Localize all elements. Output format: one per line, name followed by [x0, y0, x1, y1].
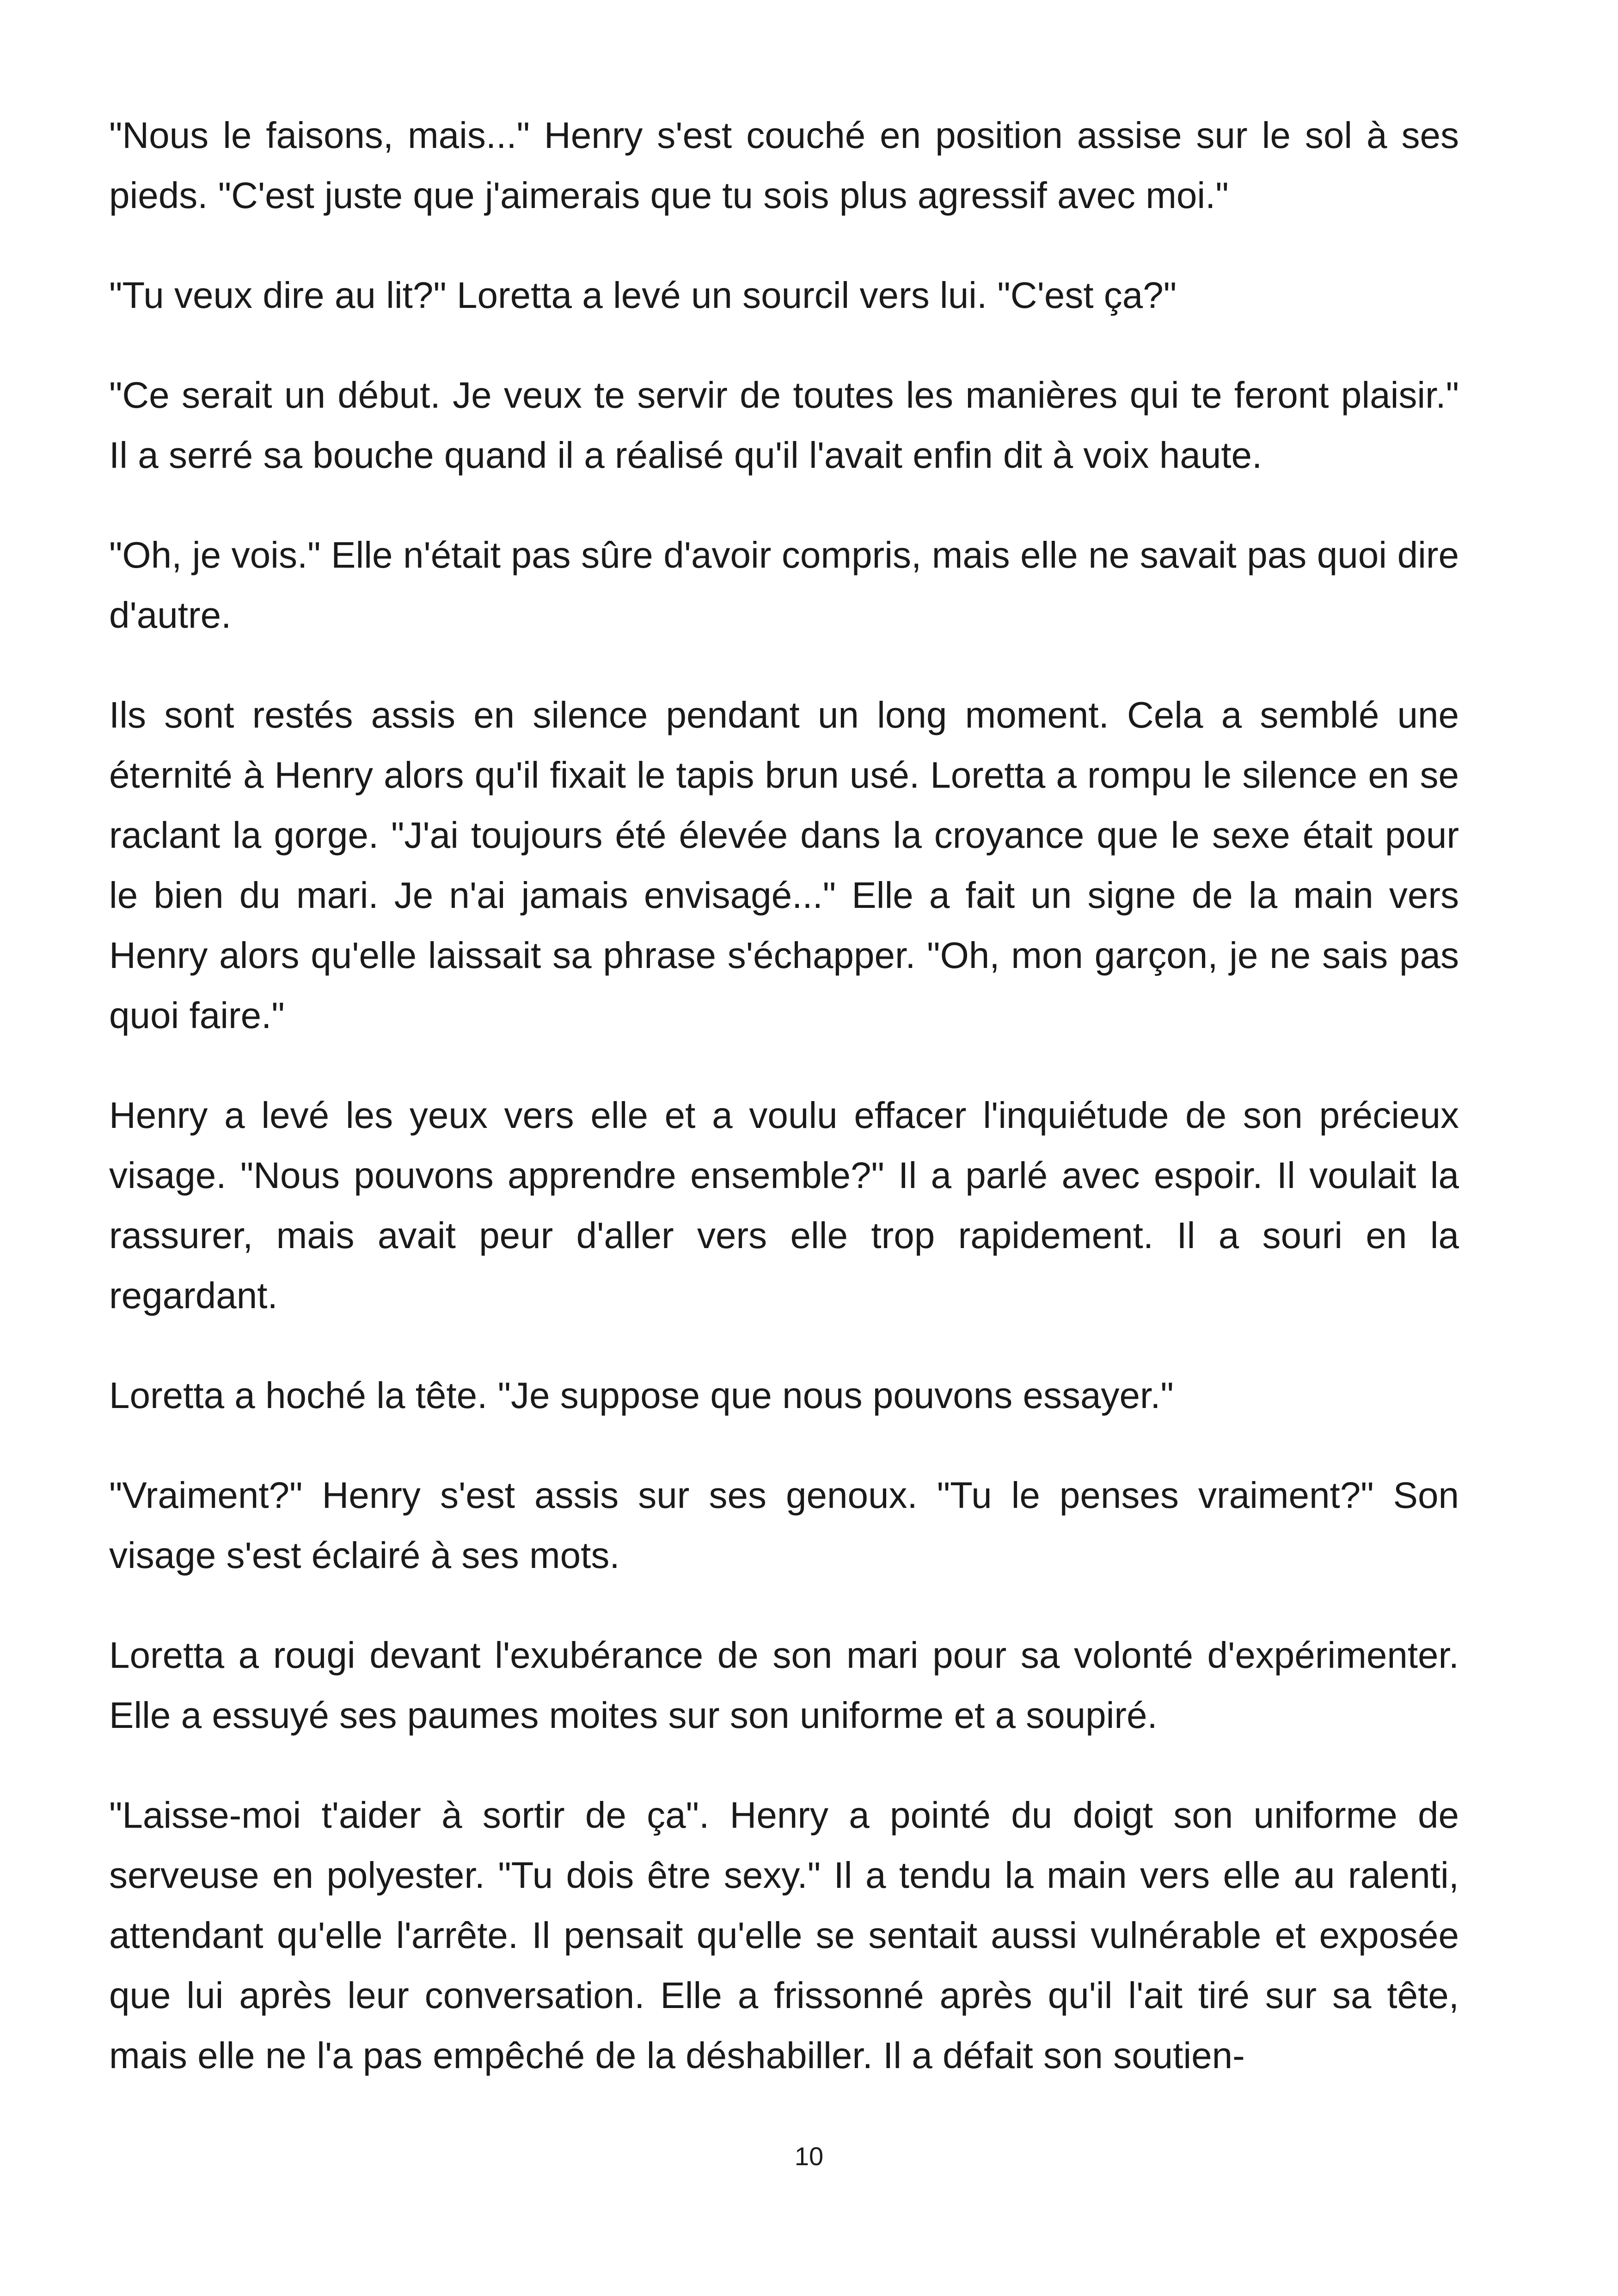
paragraph-3: "Ce serait un début. Je veux te servir de toutes les manières qui te feront plaisir." Il a serré sa bouche quand il a réalisé qu'il l'avait enfin dit à voix haute.	[109, 374, 1459, 476]
paragraph-4: "Oh, je vois." Elle n'était pas sûre d'avoir compris, mais elle ne savait pas quoi dire d'autre.	[109, 534, 1459, 636]
paragraph-6: Henry a levé les yeux vers elle et a voulu effacer l'inquiétude de son précieux visage. "Nous pouvons apprendre ensemble?" Il a parlé avec espoir. Il voulait la rassurer, mais avait peur d'aller vers elle trop rapidement. Il a souri en la regardant.	[109, 1095, 1459, 1316]
body-text	[109, 105, 1459, 2086]
paragraph-1: "Nous le faisons, mais..." Henry s'est couché en position assise sur le sol à ses pieds. "C'est juste que j'aimerais que tu sois plus agressif avec moi."	[109, 115, 1459, 216]
paragraph-8: "Vraiment?" Henry s'est assis sur ses genoux. "Tu le penses vraiment?" Son visage s'est éclairé à ses mots.	[109, 1475, 1459, 1576]
paragraph-9: Loretta a rougi devant l'exubérance de son mari pour sa volonté d'expérimenter. Elle a essuyé ses paumes moites sur son uniforme et a soupiré.	[109, 1635, 1459, 1736]
page-number: 10	[794, 2142, 824, 2171]
paragraph-2: "Tu veux dire au lit?" Loretta a levé un sourcil vers lui. "C'est ça?"	[109, 275, 1177, 316]
paragraph-10: "Laisse-moi t'aider à sortir de ça". Henry a pointé du doigt son uniforme de serveuse en polyester. "Tu dois être sexy." Il a tendu la main vers elle au ralenti, attendant qu'elle l'arrête. Il pensait qu'elle se sentait aussi vulnérable et exposée que lui après leur conversation. Elle a frissonné après qu'il l'ait tiré sur sa tête, mais elle ne l'a pas empêché de la déshabiller. Il a défait son soutien-	[109, 1794, 1459, 2076]
paragraph-5: Ils sont restés assis en silence pendant un long moment. Cela a semblé une éternité à Henry alors qu'il fixait le tapis brun usé. Loretta a rompu le silence en se raclant la gorge. "J'ai toujours été élevée dans la croyance que le sexe était pour le bien du mari. Je n'ai jamais envisagé..." Elle a fait un signe de la main vers Henry alors qu'elle laissait sa phrase s'échapper. "Oh, mon garçon, je ne sais pas quoi faire."	[109, 694, 1459, 1036]
paragraph-7: Loretta a hoché la tête. "Je suppose que nous pouvons essayer."	[109, 1375, 1174, 1416]
